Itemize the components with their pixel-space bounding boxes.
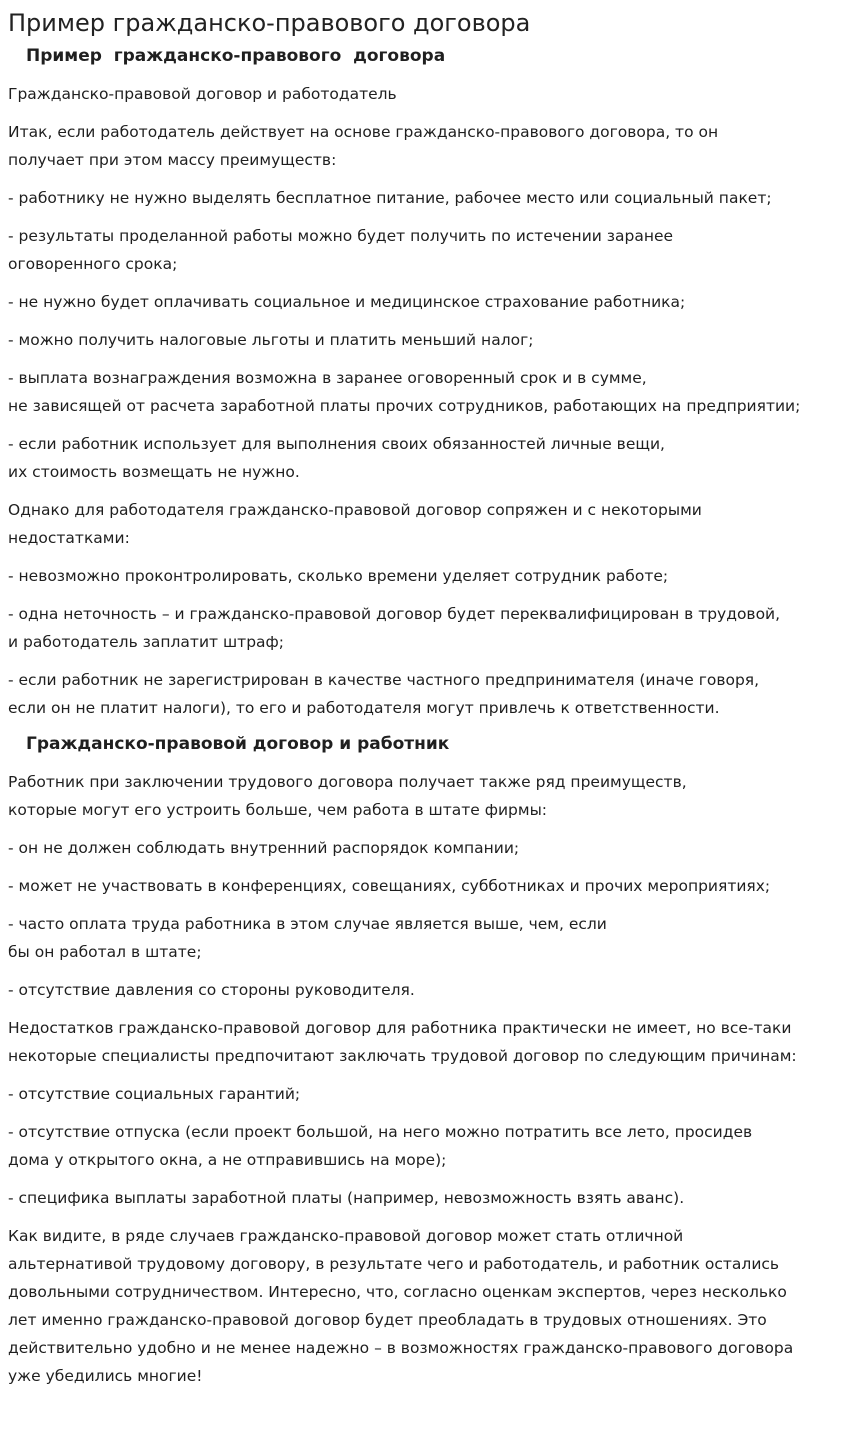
paragraph: Однако для работодателя гражданско-правовой договор сопряжен и с некоторыми недостатками: [8, 501, 702, 547]
paragraph: Работник при заключении трудового договора получает также ряд преимуществ, которые могут его устроить больше, чем работа в штате фирмы: [8, 773, 687, 819]
main-heading: Пример гражданско-правового договора [26, 46, 446, 66]
list-item: - отсутствие социальных гарантий; [8, 1085, 301, 1103]
paragraph: Недостатков гражданско-правовой договор для работника практически не имеет, но все-таки некоторые специалисты предпочитают заключать трудовой договор по следующим причинам: [8, 1019, 797, 1065]
employer-section [8, 80, 839, 722]
list-item: - отсутствие давления со стороны руководителя. [8, 981, 415, 999]
paragraph: Как видите, в ряде случаев гражданско-правовой договор может стать отличной альтернативой трудовому договору, в результате чего и работодатель, и работник остались довольными сотрудничеством. Интересно, что, согласно оценкам экспертов, через несколько лет именно гражданско-правовой договор будет преобладать в трудовых отношениях. Это действительно удобно и не менее надежно – в возможностях гражданско-правового договора уже убедились многие! [8, 1227, 794, 1385]
list-item: - невозможно проконтролировать, сколько времени уделяет сотрудник работе; [8, 567, 669, 585]
list-item: - одна неточность – и гражданско-правовой договор будет переквалифицирован в трудовой, и работодатель заплатит штраф; [8, 605, 781, 651]
list-item: - результаты проделанной работы можно будет получить по истечении заранее оговоренного срока; [8, 227, 674, 273]
list-item: - не нужно будет оплачивать социальное и медицинское страхование работника; [8, 293, 686, 311]
list-item: - работнику не нужно выделять бесплатное питание, рабочее место или социальный пакет; [8, 189, 772, 207]
list-item: - специфика выплаты заработной платы (например, невозможность взять аванс). [8, 1189, 685, 1207]
list-item: - часто оплата труда работника в этом случае является выше, чем, если бы он работал в штате; [8, 915, 607, 961]
page-title: Пример гражданско-правового договора [8, 9, 531, 37]
list-item: - если работник использует для выполнения своих обязанностей личные вещи, их стоимость возмещать не нужно. [8, 435, 665, 481]
paragraph: Итак, если работодатель действует на основе гражданско-правового договора, то он получает при этом массу преимуществ: [8, 123, 719, 169]
list-item: - выплата вознаграждения возможна в заранее оговоренный срок и в сумме, не зависящей от расчета заработной платы прочих сотрудников, работающих на предприятии; [8, 369, 801, 415]
worker-section [8, 768, 839, 1390]
list-item: - отсутствие отпуска (если проект большой, на него можно потратить все лето, просидев дома у открытого окна, а не отправившись на море); [8, 1123, 753, 1169]
list-item: - он не должен соблюдать внутренний распорядок компании; [8, 839, 520, 857]
list-item: - если работник не зарегистрирован в качестве частного предпринимателя (иначе говоря, если он не платит налоги), то его и работодателя могут привлечь к ответственности. [8, 671, 760, 717]
list-item: - можно получить налоговые льготы и платить меньший налог; [8, 331, 534, 349]
section-heading-worker: Гражданско-правовой договор и работник [26, 734, 450, 754]
list-item: - может не участвовать в конференциях, совещаниях, субботниках и прочих мероприятиях; [8, 877, 771, 895]
paragraph: Гражданско-правовой договор и работодатель [8, 85, 397, 103]
